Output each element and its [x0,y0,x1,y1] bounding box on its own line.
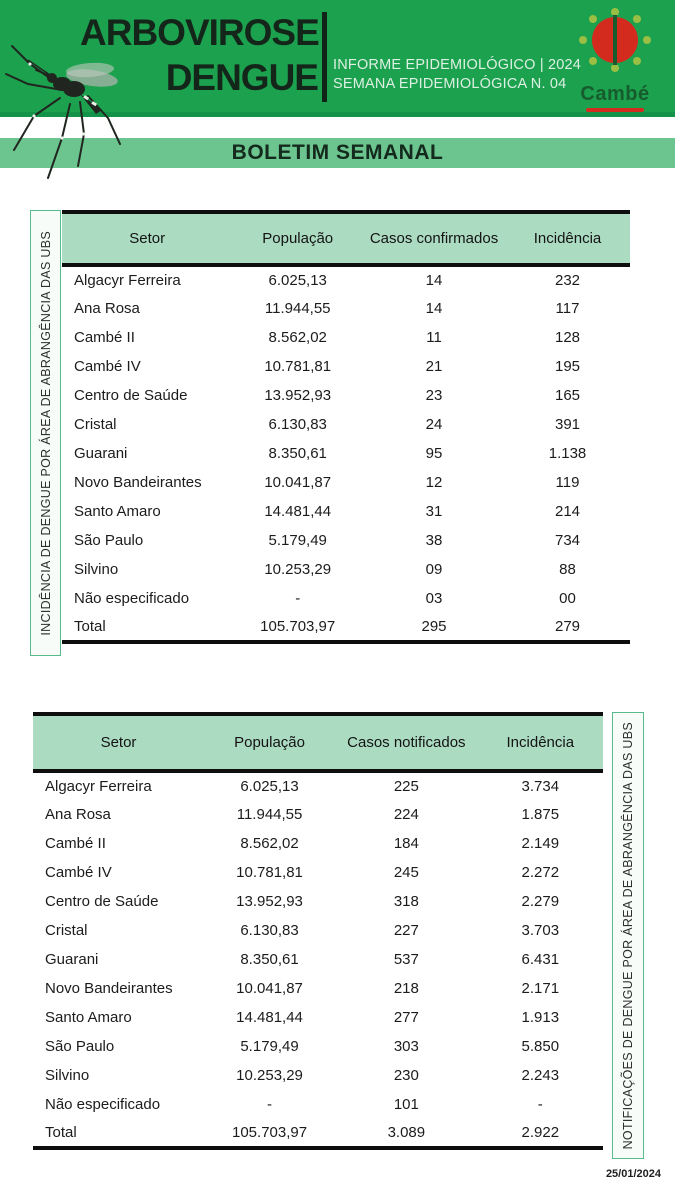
table-row [62,613,630,642]
table-cell: 11 [426,329,442,346]
table-cell: 14.481,44 [264,503,332,520]
table-cell: Total [74,618,106,635]
table-cell: Cristal [45,922,88,939]
notificacoes-table-wrap [33,712,603,1150]
table-cell: 13.952,93 [264,387,332,404]
table-row [62,352,630,381]
table-cell: 00 [559,590,576,607]
table-cell: Cambé IV [45,864,112,881]
boletim-title: BOLETIM SEMANAL [231,141,444,164]
table-cell: 14 [425,300,443,317]
table-row [62,584,630,613]
table-cell: 218 [393,980,419,997]
table-cell: 227 [393,922,419,939]
notificacoes-table-head [33,714,603,771]
table-row [62,410,630,439]
table-cell: 1.875 [521,806,560,823]
table-cell: 184 [393,835,419,852]
table-cell: 10.781,81 [236,864,303,881]
table-cell: 11.944,55 [264,300,331,317]
table-row [33,945,603,974]
table-cell: 5.179,49 [268,532,327,549]
table-row [33,1090,603,1119]
table-cell: 11.944,55 [236,806,303,823]
notificacoes-side-label [612,712,644,1159]
table-row [33,829,603,858]
table-cell: Cambé II [45,835,106,852]
table-cell: 195 [554,358,581,375]
report-date: 25/01/2024 [605,1168,661,1180]
table-cell: 1.138 [548,445,587,462]
table-cell: 24 [425,416,443,433]
table-cell: Centro de Saúde [45,893,159,910]
table-cell: 2.279 [521,893,560,910]
table-cell: 214 [554,503,581,520]
table-row [33,800,603,829]
report-info-line1: INFORME EPIDEMIOLÓGICO | 2024 [333,57,582,73]
table-cell: 6.431 [521,951,560,968]
table-cell: 225 [393,778,419,795]
table-cell: 10.253,29 [264,561,332,578]
table-cell: 14.481,44 [236,1009,303,1026]
table-cell: 38 [425,532,443,549]
table-cell: 6.130,83 [268,416,327,433]
table-row [62,323,630,352]
cambe-logo-name: Cambé [580,83,650,105]
table-cell: 734 [554,532,581,549]
table-cell: Não especificado [74,590,190,607]
table-cell: 8.562,02 [268,329,327,346]
table-cell: 303 [393,1038,419,1055]
table-cell: Ana Rosa [45,806,111,823]
report-subtitle [333,56,581,94]
table-cell: Algacyr Ferreira [74,272,181,289]
table-cell: 230 [393,1067,419,1084]
table-cell: 232 [554,272,581,289]
notificacoes-table [33,712,603,1150]
table-row [33,1119,603,1148]
table-cell: 10.253,29 [236,1067,303,1084]
table-row [33,974,603,1003]
table-cell: Guarani [74,445,128,462]
cambe-logo [560,4,670,112]
table-cell: 10.041,87 [264,474,332,491]
table-cell: 88 [559,561,576,578]
incidencia-table-wrap [62,210,630,644]
table-cell: 119 [555,474,580,491]
table-cell: Cambé II [74,329,135,346]
table-cell: 224 [393,806,419,823]
table-cell: 95 [425,445,443,462]
column-header: Incidência [505,212,630,265]
table-cell: 3.089 [387,1124,426,1141]
column-header: Casos notificados [335,714,478,771]
table-row [33,1003,603,1032]
cambe-logo-tagline [586,108,644,112]
incidencia-table [62,210,630,644]
table-cell: Santo Amaro [45,1009,132,1026]
table-cell: - [537,1096,543,1113]
table-cell: 13.952,93 [236,893,303,910]
table-cell: 14 [425,272,443,289]
table-row [33,771,603,800]
table-row [62,526,630,555]
table-row [62,555,630,584]
mosquito-image [0,26,125,196]
incidencia-side-label-text: INCIDÊNCIA DE DENGUE POR ÁREA DE ABRANGÊNCIA DAS UBS [38,230,53,636]
table-cell: 8.562,02 [240,835,299,852]
report-title-line1: ARBOVIROSE [80,12,319,53]
table-cell: 279 [554,618,581,635]
table-cell: 6.025,13 [240,778,299,795]
table-cell: 2.922 [521,1124,560,1141]
table-cell: 5.850 [521,1038,560,1055]
table-cell: São Paulo [45,1038,115,1055]
column-header: Incidência [478,714,603,771]
table-cell: 117 [555,300,580,317]
table-cell: 12 [425,474,443,491]
table-cell: Silvino [45,1067,90,1084]
table-cell: 318 [393,893,419,910]
table-cell: Total [45,1124,77,1141]
table-row [33,887,603,916]
table-cell: 23 [425,387,443,404]
table-cell: Cristal [74,416,117,433]
report-info-line2: SEMANA EPIDEMIOLÓGICA N. 04 [333,76,567,92]
table-cell: 8.350,61 [240,951,299,968]
title-divider [322,12,327,102]
table-cell: 105.703,97 [260,618,336,635]
table-cell: Cambé IV [74,358,141,375]
table-cell: Novo Bandeirantes [45,980,173,997]
table-cell: 31 [425,503,443,520]
table-cell: 2.272 [521,864,560,881]
table-row [62,294,630,323]
table-cell: 8.350,61 [268,445,327,462]
incidencia-table-head [62,212,630,265]
table-row [33,916,603,945]
table-cell: 537 [393,951,419,968]
table-cell: 101 [393,1096,419,1113]
table-cell: 165 [554,387,581,404]
table-cell: 105.703,97 [232,1124,308,1141]
table-cell: 10.041,87 [236,980,303,997]
table-cell: 03 [425,590,443,607]
table-cell: 6.130,83 [240,922,299,939]
table-cell: 3.734 [521,778,560,795]
table-row [62,265,630,294]
column-header: Casos confirmados [363,212,505,265]
table-cell: 2.149 [521,835,560,852]
incidencia-side-label [30,210,61,656]
column-header: Setor [62,212,232,265]
table-row [33,1032,603,1061]
table-cell: 1.913 [521,1009,560,1026]
table-row [62,497,630,526]
table-cell: 6.025,13 [268,272,327,289]
incidencia-table-body [62,265,630,642]
column-header: Setor [33,714,204,771]
table-cell: Guarani [45,951,99,968]
table-cell: 295 [421,618,447,635]
table-cell: 391 [554,416,581,433]
table-cell: 2.243 [521,1067,560,1084]
table-cell: 3.703 [521,922,560,939]
notificacoes-table-body [33,771,603,1148]
report-title-line2: DENGUE [165,57,318,98]
table-cell: 09 [425,561,443,578]
table-cell: Ana Rosa [74,300,140,317]
table-cell: Centro de Saúde [74,387,188,404]
table-cell: Novo Bandeirantes [74,474,202,491]
table-row [33,1061,603,1090]
table-cell: Não especificado [45,1096,161,1113]
table-cell: 10.781,81 [264,358,332,375]
table-cell: - [267,1096,273,1113]
table-cell: Algacyr Ferreira [45,778,152,795]
table-row [33,858,603,887]
table-cell: 21 [425,358,443,375]
table-cell: 128 [554,329,581,346]
cambe-logo-emblem [565,4,665,82]
table-cell: 245 [393,864,419,881]
notificacoes-side-label-text: NOTIFICAÇÕES DE DENGUE POR ÁREA DE ABRANGÊNCIA DAS UBS [621,721,635,1150]
table-cell: Silvino [74,561,119,578]
table-cell: - [295,590,301,607]
table-cell: Santo Amaro [74,503,161,520]
column-header: População [232,212,363,265]
table-row [62,381,630,410]
table-cell: 277 [393,1009,419,1026]
column-header: População [204,714,335,771]
table-cell: São Paulo [74,532,144,549]
table-row [62,468,630,497]
table-row [62,439,630,468]
table-cell: 2.171 [521,980,560,997]
table-cell: 5.179,49 [240,1038,299,1055]
